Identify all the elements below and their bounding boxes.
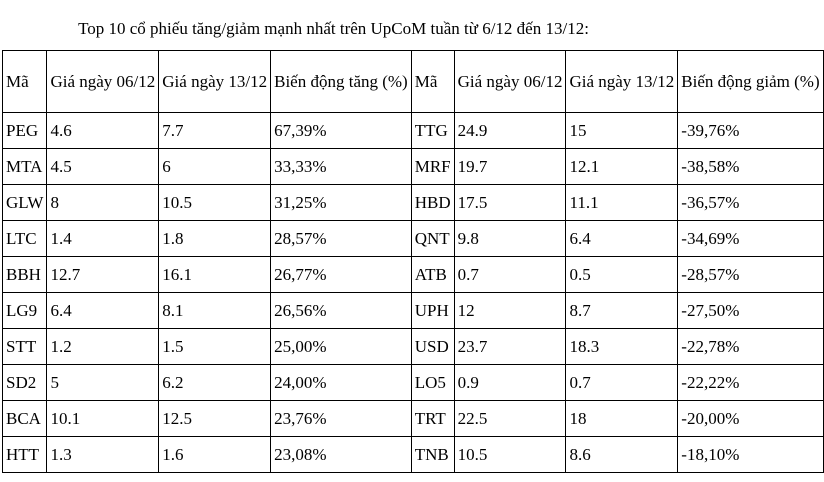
gainer-change: 24,00% — [271, 365, 412, 401]
gainer-change: 26,77% — [271, 257, 412, 293]
loser-price-start: 0.9 — [454, 365, 566, 401]
loser-code: TNB — [411, 437, 454, 473]
header-code-gainers: Mã — [3, 51, 47, 113]
loser-price-end: 18.3 — [566, 329, 678, 365]
gainer-price-end: 10.5 — [159, 185, 271, 221]
header-price-start-losers: Giá ngày 06/12 — [454, 51, 566, 113]
gainer-price-end: 7.7 — [159, 113, 271, 149]
loser-change: -18,10% — [678, 437, 823, 473]
gainer-change: 25,00% — [271, 329, 412, 365]
loser-price-end: 0.7 — [566, 365, 678, 401]
gainer-price-start: 10.1 — [47, 401, 159, 437]
gainer-price-end: 1.5 — [159, 329, 271, 365]
loser-price-end: 11.1 — [566, 185, 678, 221]
loser-change: -27,50% — [678, 293, 823, 329]
gainer-change: 26,56% — [271, 293, 412, 329]
loser-change: -36,57% — [678, 185, 823, 221]
table-caption: Top 10 cổ phiếu tăng/giảm mạnh nhất trên UpCoM tuần từ 6/12 đến 13/12: — [78, 19, 589, 38]
loser-change: -39,76% — [678, 113, 823, 149]
gainer-code: HTT — [3, 437, 47, 473]
table-row — [3, 293, 824, 329]
gainer-price-end: 6.2 — [159, 365, 271, 401]
table-row — [3, 113, 824, 149]
header-price-end-losers: Giá ngày 13/12 — [566, 51, 678, 113]
gainer-price-start: 8 — [47, 185, 159, 221]
loser-change: -22,78% — [678, 329, 823, 365]
loser-code: ATB — [411, 257, 454, 293]
loser-change: -20,00% — [678, 401, 823, 437]
gainer-code: BCA — [3, 401, 47, 437]
loser-code: USD — [411, 329, 454, 365]
loser-price-start: 12 — [454, 293, 566, 329]
gainer-code: PEG — [3, 113, 47, 149]
loser-price-end: 12.1 — [566, 149, 678, 185]
gainer-price-end: 1.6 — [159, 437, 271, 473]
gainer-code: MTA — [3, 149, 47, 185]
table-row — [3, 401, 824, 437]
header-price-end-gainers: Giá ngày 13/12 — [159, 51, 271, 113]
table-row — [3, 149, 824, 185]
loser-price-start: 22.5 — [454, 401, 566, 437]
gainer-change: 23,08% — [271, 437, 412, 473]
gainer-price-start: 12.7 — [47, 257, 159, 293]
stock-table — [2, 50, 824, 473]
gainer-code: LG9 — [3, 293, 47, 329]
gainer-price-start: 1.2 — [47, 329, 159, 365]
header-code-losers: Mã — [411, 51, 454, 113]
loser-price-start: 0.7 — [454, 257, 566, 293]
loser-price-end: 8.6 — [566, 437, 678, 473]
header-price-start-gainers: Giá ngày 06/12 — [47, 51, 159, 113]
loser-price-end: 0.5 — [566, 257, 678, 293]
loser-price-start: 23.7 — [454, 329, 566, 365]
gainer-price-start: 1.3 — [47, 437, 159, 473]
gainer-code: LTC — [3, 221, 47, 257]
loser-price-start: 24.9 — [454, 113, 566, 149]
loser-code: HBD — [411, 185, 454, 221]
table-row — [3, 437, 824, 473]
loser-change: -38,58% — [678, 149, 823, 185]
gainer-change: 31,25% — [271, 185, 412, 221]
loser-price-start: 9.8 — [454, 221, 566, 257]
loser-price-start: 10.5 — [454, 437, 566, 473]
loser-change: -28,57% — [678, 257, 823, 293]
header-change-down: Biến động giảm (%) — [678, 51, 823, 113]
loser-price-end: 8.7 — [566, 293, 678, 329]
gainer-price-start: 1.4 — [47, 221, 159, 257]
table-row — [3, 365, 824, 401]
loser-code: TRT — [411, 401, 454, 437]
table-row — [3, 221, 824, 257]
table-header-row — [3, 51, 824, 113]
loser-code: LO5 — [411, 365, 454, 401]
table-row — [3, 185, 824, 221]
loser-price-end: 15 — [566, 113, 678, 149]
gainer-code: STT — [3, 329, 47, 365]
loser-price-start: 19.7 — [454, 149, 566, 185]
gainer-price-start: 6.4 — [47, 293, 159, 329]
loser-price-end: 6.4 — [566, 221, 678, 257]
table-row — [3, 329, 824, 365]
loser-code: QNT — [411, 221, 454, 257]
table-row — [3, 257, 824, 293]
loser-code: MRF — [411, 149, 454, 185]
gainer-change: 67,39% — [271, 113, 412, 149]
gainer-change: 33,33% — [271, 149, 412, 185]
gainer-price-end: 1.8 — [159, 221, 271, 257]
gainer-code: SD2 — [3, 365, 47, 401]
gainer-code: BBH — [3, 257, 47, 293]
gainer-price-end: 6 — [159, 149, 271, 185]
gainer-price-start: 4.5 — [47, 149, 159, 185]
loser-change: -22,22% — [678, 365, 823, 401]
loser-change: -34,69% — [678, 221, 823, 257]
gainer-change: 28,57% — [271, 221, 412, 257]
gainer-price-start: 5 — [47, 365, 159, 401]
loser-price-end: 18 — [566, 401, 678, 437]
gainer-price-end: 16.1 — [159, 257, 271, 293]
gainer-change: 23,76% — [271, 401, 412, 437]
loser-code: TTG — [411, 113, 454, 149]
loser-code: UPH — [411, 293, 454, 329]
gainer-code: GLW — [3, 185, 47, 221]
header-change-up: Biến động tăng (%) — [271, 51, 412, 113]
gainer-price-end: 8.1 — [159, 293, 271, 329]
gainer-price-end: 12.5 — [159, 401, 271, 437]
gainer-price-start: 4.6 — [47, 113, 159, 149]
loser-price-start: 17.5 — [454, 185, 566, 221]
